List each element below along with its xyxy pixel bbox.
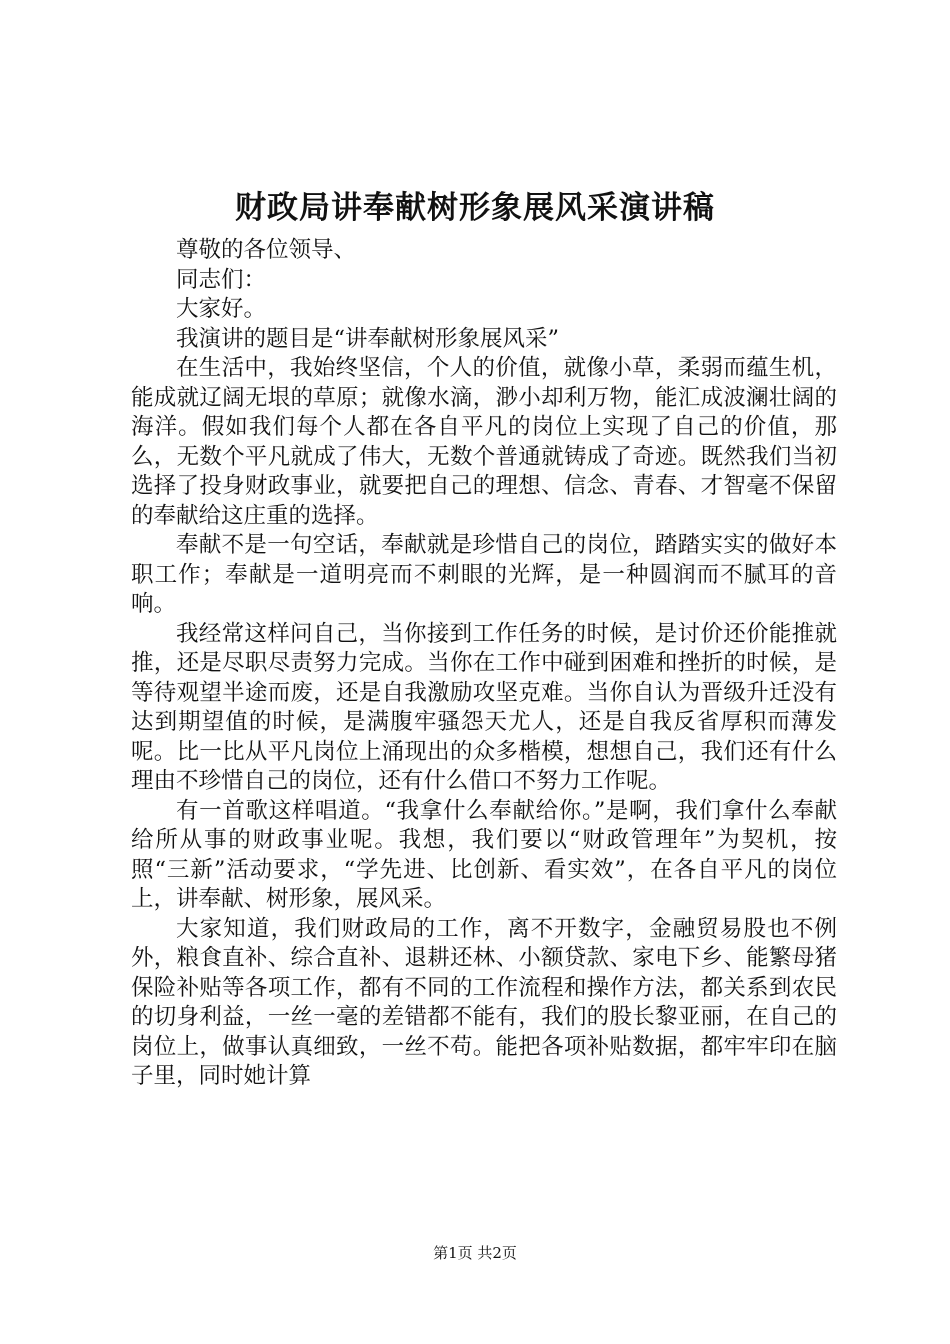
- body-paragraph: 大家知道，我们财政局的工作，离不开数字，金融贸易股也不例外，粮食直补、综合直补、退耕还林、小额贷款、家电下乡、能繁母猪保险补贴等各项工作，都有不同的工作流程和操作方法，都关系到农民的切身利益，一丝一毫的差错都不能有，我们的股长黎亚丽，在自己的岗位上，做事认真细致，一丝不苟。能把各项补贴数据，都牢牢印在脑子里，同时她计算: [131, 915, 837, 1089]
- greeting-line: 大家好。: [176, 296, 267, 322]
- salutation-line: 尊敬的各位领导、: [176, 237, 357, 263]
- body-paragraph: 我经常这样问自己，当你接到工作任务的时候，是讨价还价能推就推，还是尽职尽责努力完成。当你在工作中碰到困难和挫折的时候，是等待观望半途而废，还是自我激励攻坚克难。当你自认为晋级升迁没有达到期望值的时候，是满腹牢骚怨天尤人，还是自我反省厚积而薄发呢。比一比从平凡岗位上涌现出的众多楷模，想想自己，我们还有什么理由不珍惜自己的岗位，还有什么借口不努力工作呢。: [131, 620, 837, 794]
- speech-topic-line: 我演讲的题目是“讲奉献树形象展风采”: [176, 325, 560, 352]
- document-body: [131, 236, 837, 1092]
- body-paragraph: 在生活中，我始终坚信，个人的价值，就像小草，柔弱而蕴生机，能成就辽阔无垠的草原；就像水滴，渺小却利万物，能汇成波澜壮阔的海洋。假如我们每个人都在各自平凡的岗位上实现了自己的价值，那么，无数个平凡就成了伟大，无数个普通就铸成了奇迹。既然我们当初选择了投身财政事业，就要把自己的理想、信念、青春、才智毫不保留的奉献给这庄重的选择。: [131, 355, 837, 529]
- body-paragraph: 奉献不是一句空话，奉献就是珍惜自己的岗位，踏踏实实的做好本职工作；奉献是一道明亮而不刺眼的光辉，是一种圆润而不腻耳的音响。: [131, 532, 837, 617]
- salutation-line: 同志们：: [176, 266, 267, 293]
- body-paragraph: 有一首歌这样唱道。“我拿什么奉献给你。”是啊，我们拿什么奉献给所从事的财政事业呢。我想，我们要以“财政管理年”为契机，按照“三新”活动要求，“学先进、比创新、看实效”，在各自平凡的岗位上，讲奉献、树形象，展风采。: [131, 797, 837, 912]
- document-title: 财政局讲奉献树形象展风采演讲稿: [235, 190, 715, 226]
- page-number-footer: 第1页 共2页: [433, 1244, 517, 1262]
